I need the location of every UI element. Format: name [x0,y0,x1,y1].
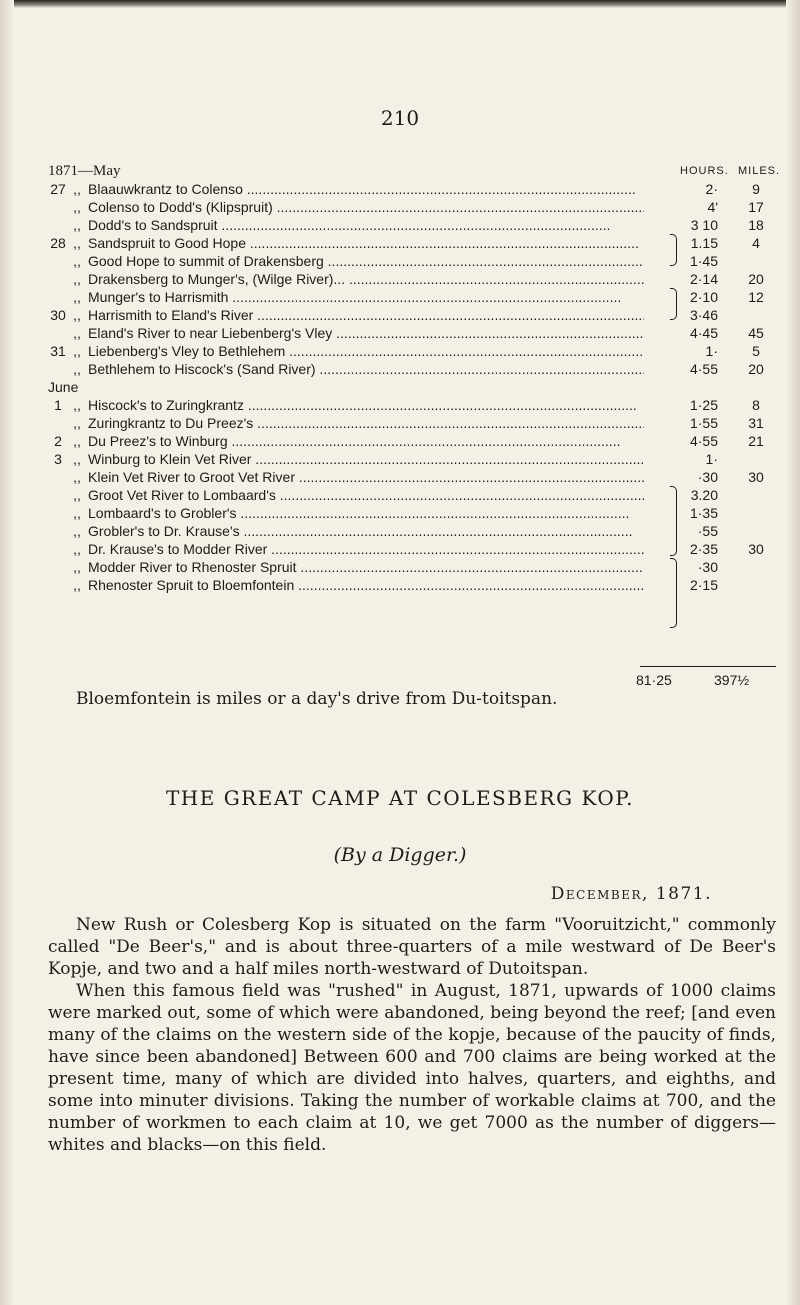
month-label-june [48,378,776,396]
row-hours: 2· [644,180,718,198]
row-ditto-mark: ,, [73,523,81,539]
row-route: Groot Vet River to Lombaard's ..... [88,486,648,504]
row-route: Rhenoster Spruit to Bloemfontein ..... [88,576,648,594]
table-row [48,522,776,540]
row-ditto-mark: ,, [73,271,81,287]
row-ditto-mark: ,, [73,361,81,377]
row-ditto-mark: ,, [73,307,81,323]
closing-line: Bloemfontein is miles or a day's drive from Du-toitspan. [76,689,558,709]
brace-group-3 [670,486,677,556]
row-miles: 4 [752,235,760,251]
row-miles: 5 [752,343,760,359]
row-ditto-mark: ,, [73,253,81,269]
row-ditto-mark: ,, [73,433,81,449]
brace-group-1 [670,234,677,266]
article-paragraph-1: New Rush or Colesberg Kop is situated on the farm "Vooruitzicht," commonly called "De Beer's," and is about three-quarters of a mile westward of De Beer's Kopje, and two and a half miles north-westward of Dutoitspan. [48,915,776,979]
table-row [48,324,776,342]
row-day: 30 [50,307,66,323]
totals-rule [640,666,776,667]
row-miles: 20 [748,361,764,377]
row-hours: 4·55 [644,432,718,450]
total-hours: 81·25 [636,672,672,688]
row-route: Dodd's to Sandspruit ..... [88,216,648,234]
may-rows [48,180,776,378]
table-header [48,162,781,180]
row-route: Lombaard's to Grobler's ..... [88,504,648,522]
row-hours: 1.15 [644,234,718,252]
row-route: Blaauwkrantz to Colenso ..... [88,180,648,198]
june-label: June [48,379,79,395]
row-miles: 8 [752,397,760,413]
row-ditto-mark: ,, [73,289,81,305]
header-date: 1871—May [48,163,121,179]
row-route: Bethlehem to Hiscock's (Sand River) ..... [88,360,648,378]
row-route: Grobler's to Dr. Krause's ..... [88,522,648,540]
row-ditto-mark: ,, [73,397,81,413]
table-row [48,342,776,360]
row-route: Sandspruit to Good Hope ..... [88,234,648,252]
row-day: 28 [50,235,66,251]
row-hours: 3.20 [644,486,718,504]
row-miles: 12 [748,289,764,305]
row-hours: 2·35 [644,540,718,558]
row-route: Winburg to Klein Vet River ..... [88,450,648,468]
article-byline: (By a Digger.) [333,844,467,866]
table-row [48,576,776,594]
row-ditto-mark: ,, [73,505,81,521]
row-day: 27 [50,181,66,197]
row-ditto-mark: ,, [73,181,81,197]
row-hours: 1·45 [644,252,718,270]
table-row [48,234,776,252]
table-row [48,540,776,558]
page-left-edge [0,0,14,1305]
row-hours: 4·45 [644,324,718,342]
header-miles: MILES. [738,165,781,177]
row-route: Modder River to Rhenoster Spruit ..... [88,558,648,576]
itinerary-table [48,162,781,594]
table-row [48,288,776,306]
article-body [48,914,776,1156]
table-row [48,252,776,270]
row-route: Munger's to Harrismith ..... [88,288,648,306]
row-route: Colenso to Dodd's (Klipspruit) ..... [88,198,648,216]
row-hours: 2·14 [644,270,718,288]
row-ditto-mark: ,, [73,577,81,593]
row-hours: 1· [644,342,718,360]
row-hours: ·30 [644,468,718,486]
row-day: 3 [54,451,62,467]
table-row [48,306,776,324]
row-hours: 1·35 [644,504,718,522]
table-row [48,414,776,432]
row-hours: 4·55 [644,360,718,378]
article-dateline: December, 1871. [550,884,712,904]
row-route: Good Hope to summit of Drakensberg ..... [88,252,648,270]
table-row [48,216,776,234]
table-row [48,432,776,450]
page-number: 210 [380,106,420,130]
table-row [48,486,776,504]
row-ditto-mark: ,, [73,487,81,503]
row-miles: 17 [748,199,764,215]
row-day: 31 [50,343,66,359]
row-ditto-mark: ,, [73,415,81,431]
brace-group-4 [670,558,677,628]
row-miles: 31 [748,415,764,431]
table-row [48,198,776,216]
header-hours: HOURS. [680,165,729,177]
row-ditto-mark: ,, [73,235,81,251]
row-hours: ·55 [644,522,718,540]
row-hours: 1·55 [644,414,718,432]
june-rows [48,396,776,594]
closing-paragraph [48,688,776,710]
row-miles: 20 [748,271,764,287]
row-route: Hiscock's to Zuringkrantz ..... [88,396,648,414]
row-ditto-mark: ,, [73,559,81,575]
table-row [48,450,776,468]
row-day: 2 [54,433,62,449]
table-row [48,360,776,378]
page-top-edge [0,0,800,8]
row-route: Harrismith to Eland's River ..... [88,306,648,324]
row-miles: 21 [748,433,764,449]
row-route: Drakensberg to Munger's, (Wilge River)... ..... [88,270,648,288]
row-route: Liebenberg's Vley to Bethlehem ..... [88,342,648,360]
row-hours: 3 10 [644,216,718,234]
total-miles: 397½ [714,672,750,688]
row-ditto-mark: ,, [73,451,81,467]
row-miles: 45 [748,325,764,341]
row-miles: 30 [748,469,764,485]
row-hours: 2·10 [644,288,718,306]
row-hours: ·30 [644,558,718,576]
table-row [48,558,776,576]
row-hours: 2·15 [644,576,718,594]
row-route: Klein Vet River to Groot Vet River ..... [88,468,648,486]
row-route: Du Preez's to Winburg ..... [88,432,648,450]
row-miles: 9 [752,181,760,197]
row-hours: 4' [644,198,718,216]
page-right-edge [786,0,800,1305]
row-miles: 18 [748,217,764,233]
table-row [48,180,776,198]
article-title: THE GREAT CAMP AT COLESBERG KOP. [165,786,635,810]
article-paragraph-2: When this famous field was "rushed" in August, 1871, upwards of 1000 claims were marked out, some of which were abandoned, being beyond the reef; [and even many of the claims on the western side of the kopje, because of the paucity of finds, have since been abandoned] Between 600 and 700 claims are being worked at the present time, many of which are divided into halves, quarters, and eighths, and some into minuter divisions. Taking the number of workable claims at 700, and the number of workmen to each claim at 10, we get 7000 as the number of diggers—whites and blacks—on this field. [48,981,776,1155]
table-row [48,270,776,288]
row-miles: 30 [748,541,764,557]
row-hours: 1· [644,450,718,468]
row-hours: 3·46 [644,306,718,324]
row-day: 1 [54,397,62,413]
row-ditto-mark: ,, [73,469,81,485]
row-route: Dr. Krause's to Modder River ..... [88,540,648,558]
row-hours: 1·25 [644,396,718,414]
row-ditto-mark: ,, [73,217,81,233]
row-ditto-mark: ,, [73,325,81,341]
brace-group-2 [670,288,677,320]
row-ditto-mark: ,, [73,541,81,557]
row-route: Zuringkrantz to Du Preez's ..... [88,414,648,432]
row-ditto-mark: ,, [73,343,81,359]
table-row [48,468,776,486]
table-row [48,396,776,414]
row-route: Eland's River to near Liebenberg's Vley ..... [88,324,648,342]
table-row [48,504,776,522]
row-ditto-mark: ,, [73,199,81,215]
